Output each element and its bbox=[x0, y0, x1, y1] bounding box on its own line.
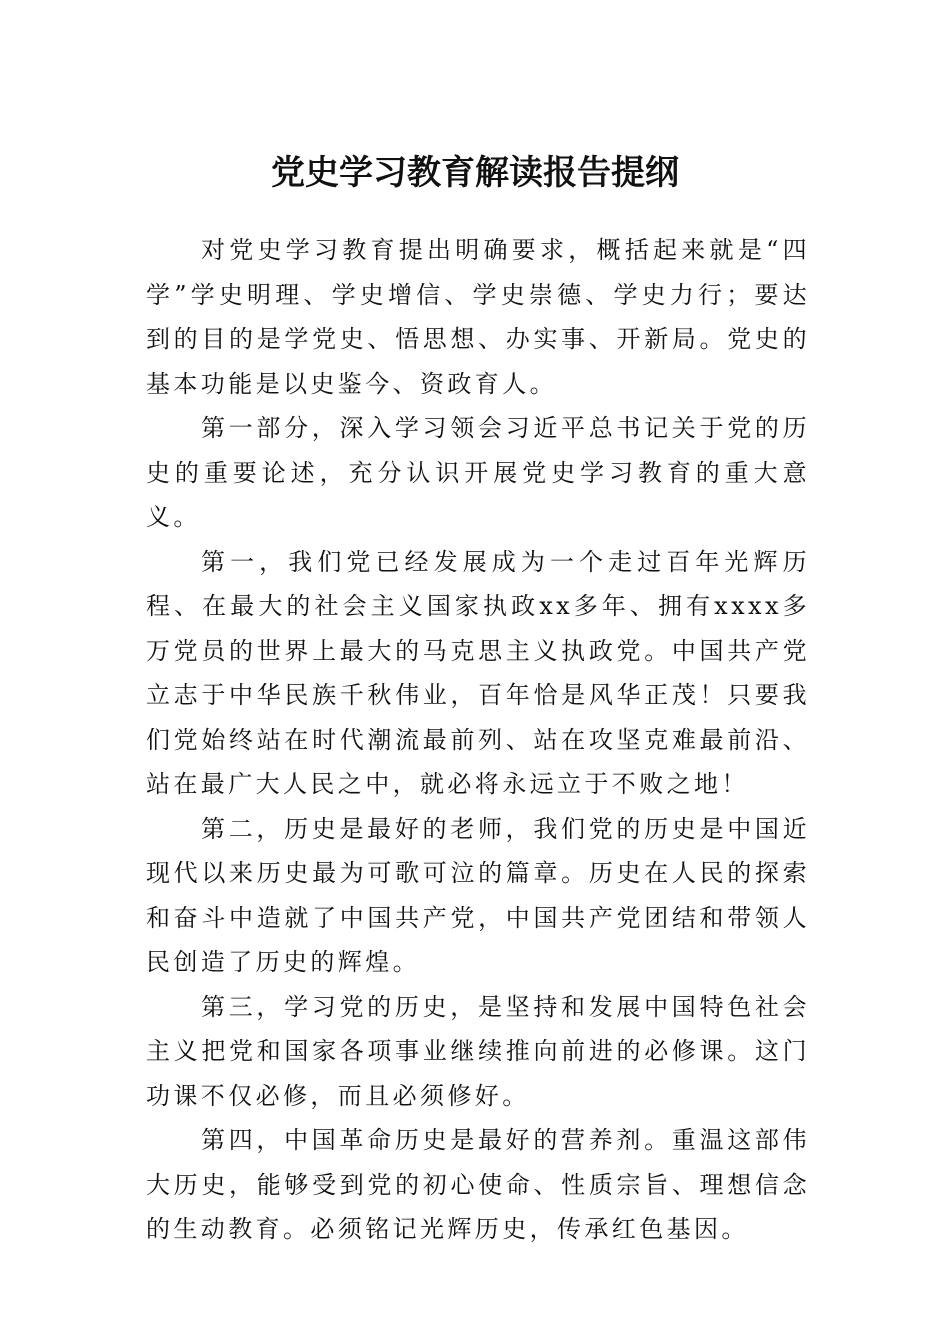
paragraph-intro: 对党史学习教育提出明确要求，概括起来就是“四学”学史明理、学史增信、学史崇德、学史力行；要达到的目的是学党史、悟思想、办实事、开新局。党史的基本功能是以史鉴今、资政育人。 bbox=[146, 236, 810, 398]
paragraph-part-one: 第一部分，深入学习领会习近平总书记关于党的历史的重要论述，充分认识开展党史学习教育的重大意义。 bbox=[146, 414, 810, 531]
paragraph-point-two: 第二，历史是最好的老师，我们党的历史是中国近现代以来历史最为可歌可泣的篇章。历史在人民的探索和奋斗中造就了中国共产党，中国共产党团结和带领人民创造了历史的辉煌。 bbox=[146, 814, 810, 976]
paragraph-point-one: 第一，我们党已经发展成为一个走过百年光辉历程、在最大的社会主义国家执政xx多年、拥有xxxx多万党员的世界上最大的马克思主义执政党。中国共产党立志于中华民族千秋伟业，百年恰是风华正茂！只要我们党始终站在时代潮流最前列、站在攻坚克难最前沿、站在最广大人民之中，就必将永远立于不败之地！ bbox=[146, 547, 810, 798]
document-title: 党史学习教育解读报告提纲 bbox=[271, 153, 679, 193]
document-body bbox=[146, 228, 810, 1252]
paragraph-point-three: 第三，学习党的历史，是坚持和发展中国特色社会主义把党和国家各项事业继续推向前进的必修课。这门功课不仅必修，而且必须修好。 bbox=[146, 992, 810, 1110]
paragraph-point-four: 第四，中国革命历史是最好的营养剂。重温这部伟大历史，能够受到党的初心使命、性质宗旨、理想信念的生动教育。必须铭记光辉历史，传承红色基因。 bbox=[146, 1126, 810, 1243]
